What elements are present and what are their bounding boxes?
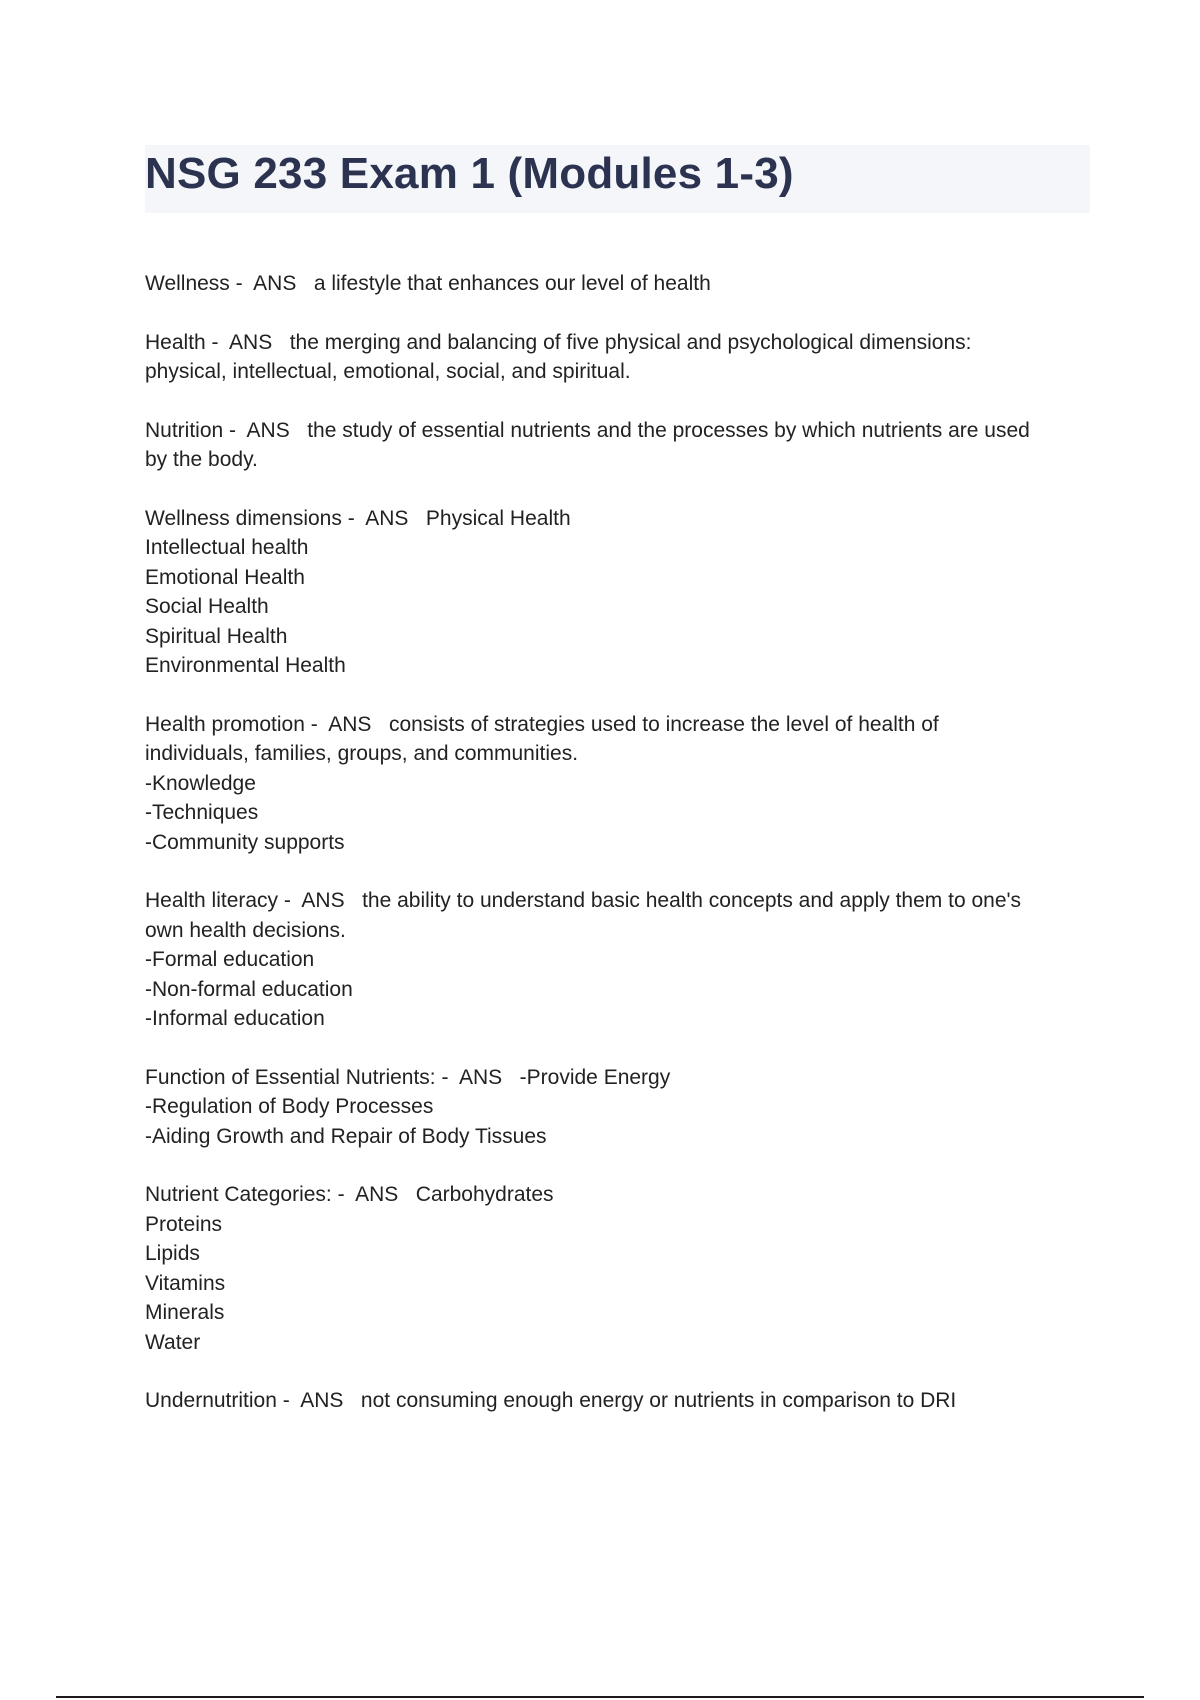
entry-line: Minerals [145, 1301, 225, 1324]
entry-wellness [145, 269, 1090, 299]
entry-line: Environmental Health [145, 654, 346, 677]
entry-line: individuals, families, groups, and communities. [145, 742, 579, 765]
entry-line: Health literacy - ANS the ability to understand basic health concepts and apply them to one's [145, 889, 1022, 912]
entry-line: by the body. [145, 448, 258, 471]
flashcard-list [145, 269, 1090, 1445]
entry-line: Undernutrition - ANS not consuming enough energy or nutrients in comparison to DRI [145, 1389, 957, 1412]
entry-line: Wellness - ANS a lifestyle that enhances our level of health [145, 272, 711, 295]
entry-line: Vitamins [145, 1271, 226, 1295]
entry-line: Intellectual health [145, 536, 309, 559]
entry-nutrition [145, 416, 1090, 475]
entry-line: Wellness dimensions - ANS Physical Health [145, 506, 571, 530]
entry-health-literacy [145, 886, 1090, 1034]
entry-line: Spiritual Health [145, 624, 288, 648]
page-title: NSG 233 Exam 1 (Modules 1-3) [145, 149, 794, 198]
entry-line: Proteins [145, 1212, 223, 1236]
entry-line: -Aiding Growth and Repair of Body Tissues [145, 1124, 547, 1148]
entry-line: -Community supports [145, 830, 345, 854]
entry-line: -Regulation of Body Processes [145, 1095, 434, 1118]
entry-health-promotion [145, 710, 1090, 858]
entry-line: Nutrient Categories: - ANS Carbohydrates [145, 1183, 554, 1206]
entry-line: -Informal education [145, 1007, 325, 1030]
entry-line: -Techniques [145, 801, 259, 824]
entry-line: own health decisions. [145, 918, 346, 942]
entry-health [145, 328, 1090, 387]
entry-line: Water [145, 1330, 201, 1354]
entry-line: -Knowledge [145, 771, 256, 795]
entry-line: Nutrition - ANS the study of essential nutrients and the processes by which nutrients are used [145, 418, 1030, 442]
entry-nutrient-categories [145, 1180, 1090, 1357]
entry-undernutrition [145, 1386, 1090, 1416]
entry-essential-nutrients [145, 1063, 1090, 1152]
entry-line: Emotional Health [145, 565, 305, 589]
entry-line: Lipids [145, 1242, 200, 1265]
entry-wellness-dimensions [145, 504, 1090, 681]
entry-line: Function of Essential Nutrients: - ANS -Provide Energy [145, 1065, 671, 1089]
page-bottom-rule [56, 1696, 1144, 1698]
entry-line: Health - ANS the merging and balancing of five physical and psychological dimensions: [145, 330, 972, 354]
entry-line: -Formal education [145, 948, 315, 971]
entry-line: Health promotion - ANS consists of strategies used to increase the level of health of [145, 712, 939, 736]
entry-line: -Non-formal education [145, 977, 353, 1001]
entry-line: Social Health [145, 595, 269, 618]
entry-line: physical, intellectual, emotional, social, and spiritual. [145, 360, 631, 383]
